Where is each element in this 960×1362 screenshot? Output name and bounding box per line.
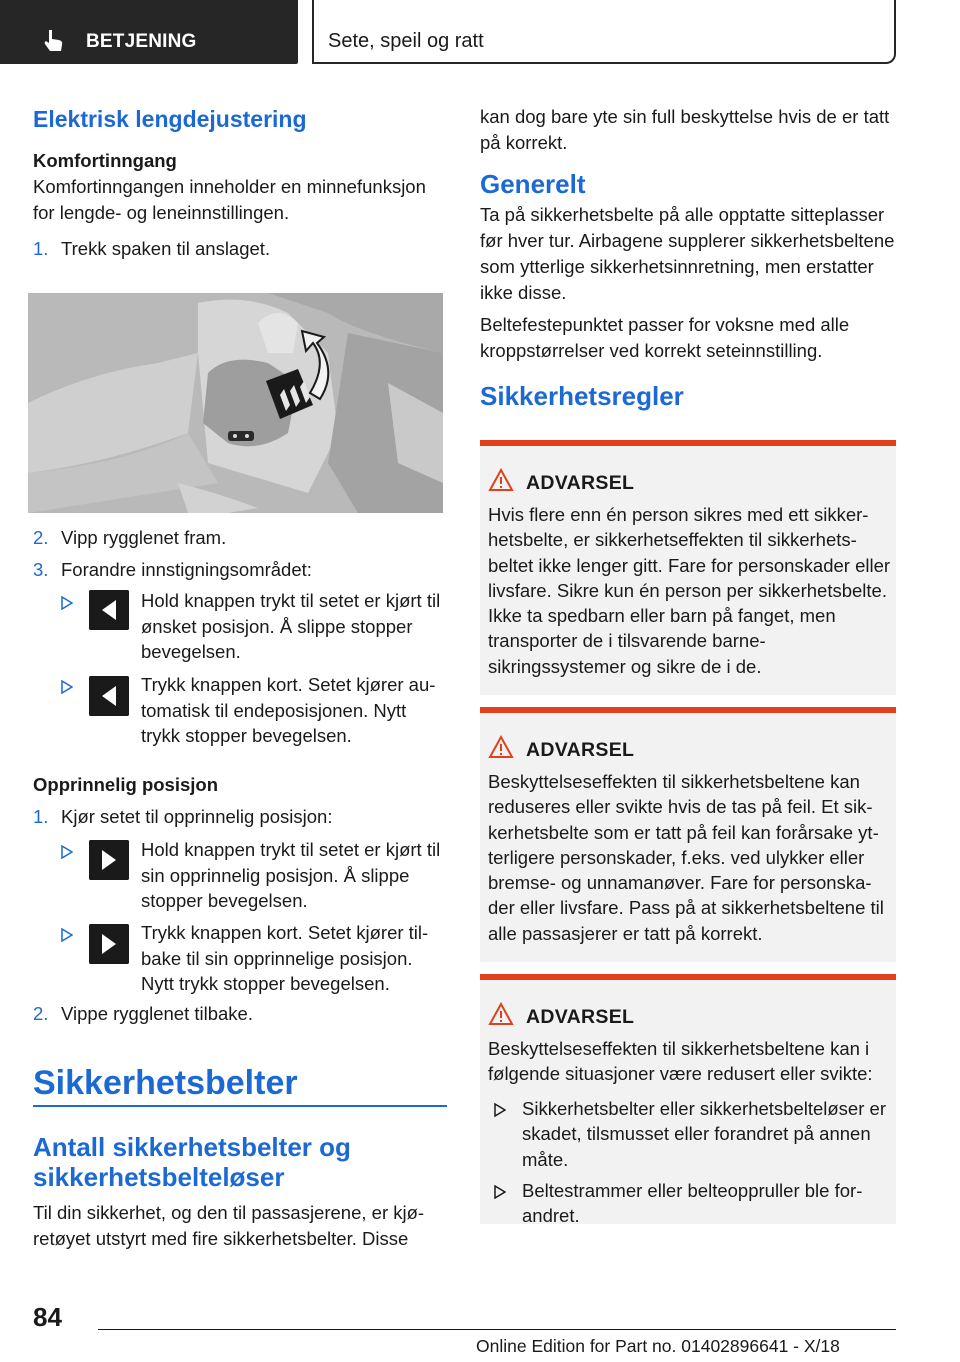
paragraph-continued: kan dog bare yte sin full beskyttelse hvis de er tatt på korrekt.: [480, 106, 890, 153]
bullet-text: Trykk knappen kort. Setet kjører tilbake til sin opprinnelige posisjon. Nytt trykk stopper bevegelsen.: [141, 922, 429, 994]
step-number: 2.: [33, 527, 49, 548]
bullet-item: [61, 920, 447, 997]
warning-title: ADVARSEL: [526, 472, 635, 494]
step-number: 3.: [33, 559, 49, 580]
warning-text: Beskyttelseseffekten til sikkerhetsbeltene kan i følgende situasjoner være redusert eller svikte:: [488, 1038, 873, 1085]
step-orig-2: [33, 1001, 447, 1027]
triangle-bullet-icon: [494, 1103, 506, 1117]
heading-electric-length-adjust: Elektrisk lengdejustering: [33, 106, 307, 132]
bullet-text: Trykk knappen kort. Setet kjører automatisk til endeposisjonen. Nytt trykk stopper bevegelsen.: [141, 674, 436, 746]
step-number: 2.: [33, 1003, 49, 1024]
warning-bullet: [494, 1096, 892, 1172]
step-text: Kjør setet til opprinnelig posisjon:: [61, 806, 333, 827]
right-column: [480, 104, 896, 412]
seat-forward-button-icon: [89, 840, 129, 880]
seat-back-button-icon: [89, 676, 129, 716]
bullet-item: [61, 588, 447, 665]
triangle-bullet-icon: [494, 1185, 506, 1199]
header-chapter-tab: [312, 0, 896, 64]
subheading-original-position: Opprinnelig posisjon: [33, 774, 218, 795]
step-text: Vipp rygglenet fram.: [61, 527, 227, 548]
heading-number-of-belts: Antall sikkerhetsbelter og sikkerhetsbelteløser: [33, 1132, 351, 1192]
warning-text: Hvis flere enn én person sikres med ett sikkerhetsbelte, er sikkerhetseffekten til sikkerhetsbeltet ikke lenger gitt. Fare for personskader eller livsfare. Sikre kun én person per sikkerhetsbelte. Ikke ta spedbarn eller barn på fanget, men transporter de i tilsvarende barnesikringssystemer og sikre de i de.: [488, 504, 891, 677]
heading-general: Generelt: [480, 169, 586, 199]
bullet-item: [61, 672, 447, 749]
step-number: 1.: [33, 806, 49, 827]
warning-bullet-text: Sikkerhetsbelter eller sikkerhetsbelteløser er skadet, tilsmusset eller forandret på annen måte.: [522, 1098, 886, 1170]
warning-box-3: [480, 974, 896, 1227]
header-section-label: BETJENING: [86, 31, 197, 52]
warning-triangle-icon: [488, 735, 514, 759]
bullet-text: Hold knappen trykt til setet er kjørt til sin opprinnelig posisjon. Å slippe stopper bevegelsen.: [141, 839, 441, 911]
warning-bullet-text: Beltestrammer eller belteoppruller ble forandret.: [522, 1180, 863, 1227]
warning-box-1: [480, 440, 896, 695]
warning-bullet: [494, 1178, 892, 1229]
step-1: [33, 236, 447, 262]
step-2: [33, 525, 447, 551]
header-chapter-label: Sete, speil og ratt: [328, 30, 484, 52]
warning-triangle-icon: [488, 1002, 514, 1026]
step-orig-1: [33, 804, 447, 830]
warning-triangle-icon: [488, 468, 514, 492]
left-column-steps: [33, 525, 447, 583]
paragraph-general-1: Ta på sikkerhetsbelte på alle opptatte sitteplasser før hver tur. Airbagene supplerer sikkerhetsbeltene som ytterlige sikkerhetsinnretning, men erstatter ikke disse.: [480, 204, 895, 303]
bullet-item: [61, 837, 447, 914]
paragraph-belt-count: Til din sikkerhet, og den til passasjerene, er kjøretøyet utstyrt med fire sikkerhetsbelter. Disse: [33, 1202, 425, 1249]
subheading-comfort-entry: Komfortinngang: [33, 150, 177, 171]
footer-edition: Online Edition for Part no. 01402896641 - X/18: [476, 1336, 840, 1356]
step-orig-2-block: [33, 1001, 447, 1027]
triangle-bullet-icon: [61, 845, 73, 859]
seat-back-button-icon: [89, 590, 129, 630]
heading-underline: [33, 1105, 447, 1107]
warning-text: Beskyttelseseffekten til sikkerhetsbeltene kan reduseres eller svikte hvis de tas på feil. Et sikkerhetsbelte som er tatt på feil kan forårsake ytterligere personskader, f.eks. ved ulykker eller bremse- og unnamanøver. Fare for personskader eller livsfare. Pass på at sikkerhetsbeltene til alle passasjerer er tatt på korrekt.: [488, 771, 884, 944]
paragraph-general-2: Beltefestepunktet passer for voksne med alle kroppstørrelser ved korrekt seteinnstilling.: [480, 314, 850, 361]
left-column: [33, 104, 447, 262]
original-position-block: [33, 772, 447, 830]
hand-touch-icon: [40, 27, 68, 55]
step-3: [33, 557, 447, 583]
footer-rule: [98, 1329, 896, 1330]
paragraph-comfort-entry: Komfortinngangen inneholder en minnefunksjon for lengde- og leneinnstillingen.: [33, 176, 426, 223]
step-number: 1.: [33, 238, 49, 259]
seat-forward-button-icon: [89, 924, 129, 964]
step-text: Trekk spaken til anslaget.: [61, 238, 271, 259]
warning-title: ADVARSEL: [526, 739, 635, 761]
bullet-text: Hold knappen trykt til setet er kjørt til ønsket posisjon. Å slippe stopper bevegelsen.: [141, 590, 441, 662]
warning-box-2: [480, 707, 896, 962]
step-text: Forandre innstigningsområdet:: [61, 559, 312, 580]
triangle-bullet-icon: [61, 596, 73, 610]
warning-title: ADVARSEL: [526, 1006, 635, 1028]
seat-lever-illustration: [28, 293, 443, 513]
header-section-tab: [0, 0, 298, 64]
heading-safety-rules: Sikkerhetsregler: [480, 381, 684, 411]
triangle-bullet-icon: [61, 680, 73, 694]
step-text: Vippe rygglenet tilbake.: [61, 1003, 253, 1024]
triangle-bullet-icon: [61, 928, 73, 942]
page-number: 84: [33, 1302, 62, 1332]
heading-seat-belts: Sikkerhetsbelter: [33, 1064, 298, 1102]
